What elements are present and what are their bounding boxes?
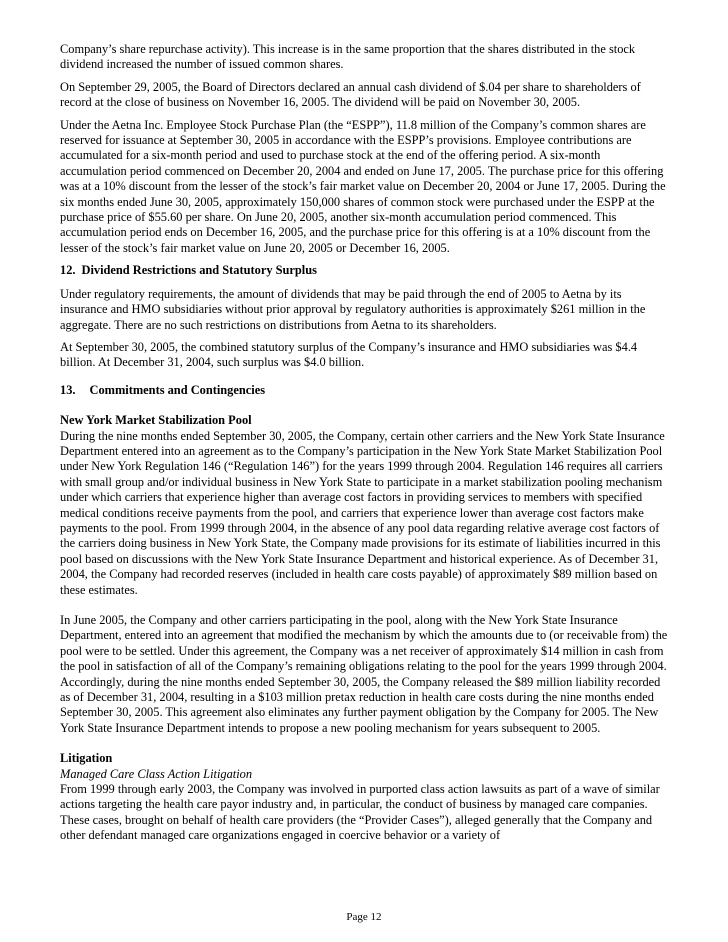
paragraph-ny-pool-settlement: In June 2005, the Company and other carriers participating in the pool, along with the New York State Insurance Department, entered into an agreement that modified the mechanism by which the amounts due to (or receivable from) the pool were to be settled. Under this agreement, the Company was a net receiver of approximately $14 million in cash from the pool in satisfaction of all of the Company’s remaining obligations relating to the pool for the years 1999 through 2004. Accordingly, during the nine months ended September 30, 2005, the Company released the $89 million liability recorded as of December 31, 2004, resulting in a $103 million pretax reduction in health care costs during the nine months ended September 30, 2005. This agreement also eliminates any further payment obligation by the Company for 2005. The New York State Insurance Department intends to propose a new pooling mechanism for years subsequent to 2005.	[60, 613, 668, 735]
paragraph-espp: Under the Aetna Inc. Employee Stock Purchase Plan (the “ESPP”), 11.8 million of the Company’s common shares are reserved for issuance at September 30, 2005 in accordance with the ESPP’s provisions. Employee contributions are accumulated for a six-month period and used to purchase stock at the end of the offering period. A six-month accumulation period commenced on December 20, 2004 and ended on June 17, 2005. The purchase price for this offering was at a 10% discount from the lesser of the stock’s fair market value on December 20, 2004 or June 17, 2005. During the six months ended June 30, 2005, approximately 150,000 shares of common stock were purchased under the ESPP at the purchase price of $55.60 per share. On June 20, 2005, another six-month accumulation period commenced. This accumulation period ends on December 16, 2005, and the purchase price for this offering is at a 10% discount from the lesser of the stock’s fair market value on June 20, 2005 or December 16, 2005.	[60, 117, 666, 255]
paragraph-cash-dividend: On September 29, 2005, the Board of Directors declared an annual cash dividend of $.04 per share to shareholders of record at the close of business on November 16, 2005. The dividend will be paid on November 30, 2005.	[60, 79, 641, 110]
subheading-managed-care: Managed Care Class Action Litigation	[60, 766, 253, 781]
paragraph-dividend-restrictions: Under regulatory requirements, the amount of dividends that may be paid through the end of 2005 to Aetna by its insurance and HMO subsidiaries without prior approval by regulatory authorities is approximately $261 million in the aggregate. There are no such restrictions on distributions from Aetna to its shareholders.	[60, 286, 646, 332]
section-number: 13.	[60, 382, 76, 397]
section-number: 12.	[60, 263, 76, 278]
paragraph-provider-cases: From 1999 through early 2003, the Company was involved in purported class action lawsuits as part of a wave of similar actions targeting the health care payor industry and, in particular, the conduct of business by managed care companies. These cases, brought on behalf of health care providers (the “Provider Cases”), alleged generally that the Company and other defendant managed care organizations engaged in coercive behavior or a variety of	[60, 782, 660, 843]
document-page	[60, 42, 670, 851]
section-title: Commitments and Contingencies	[89, 382, 266, 397]
paragraph-share-repurchase: Company’s share repurchase activity). This increase is in the same proportion that the shares distributed in the stock dividend increased the number of issued common shares.	[60, 42, 636, 72]
page-number: Page 12	[346, 911, 382, 923]
section-title: Dividend Restrictions and Statutory Surplus	[81, 263, 317, 278]
paragraph-statutory-surplus: At September 30, 2005, the combined statutory surplus of the Company’s insurance and HMO subsidiaries was $4.4 billion. At December 31, 2004, such surplus was $4.0 billion.	[60, 339, 638, 370]
subheading-litigation: Litigation	[60, 751, 113, 766]
section-heading-12	[60, 263, 670, 278]
section-heading-13	[60, 383, 670, 398]
paragraph-ny-pool-agreement: During the nine months ended September 30, 2005, the Company, certain other carriers and the New York State Insurance Department entered into an agreement as to the Company’s participation in the New York State Market Stabilization Pool under New York Regulation 146 (“Regulation 146”) for the years 1999 through 2004. Regulation 146 requires all carriers with small group and/or individual business in New York State to participate in a market stabilization pooling mechanism under which carriers that experience higher than average cost factors in providing services to members with specified medical conditions receive payments from the pool, and carriers that experience lower than average cost factors make payments to the pool. From 1999 through 2004, in the absence of any pool data regarding relative average cost factors of the carriers doing business in New York State, the Company made provisions for its estimate of liabilities incurred in this pool based on discussions with the New York State Insurance Department and historical experience. As of December 31, 2004, the Company had recorded reserves (included in health care costs payable) of approximately $89 million based on these estimates.	[60, 428, 665, 597]
subheading-ny-pool: New York Market Stabilization Pool	[60, 413, 252, 428]
